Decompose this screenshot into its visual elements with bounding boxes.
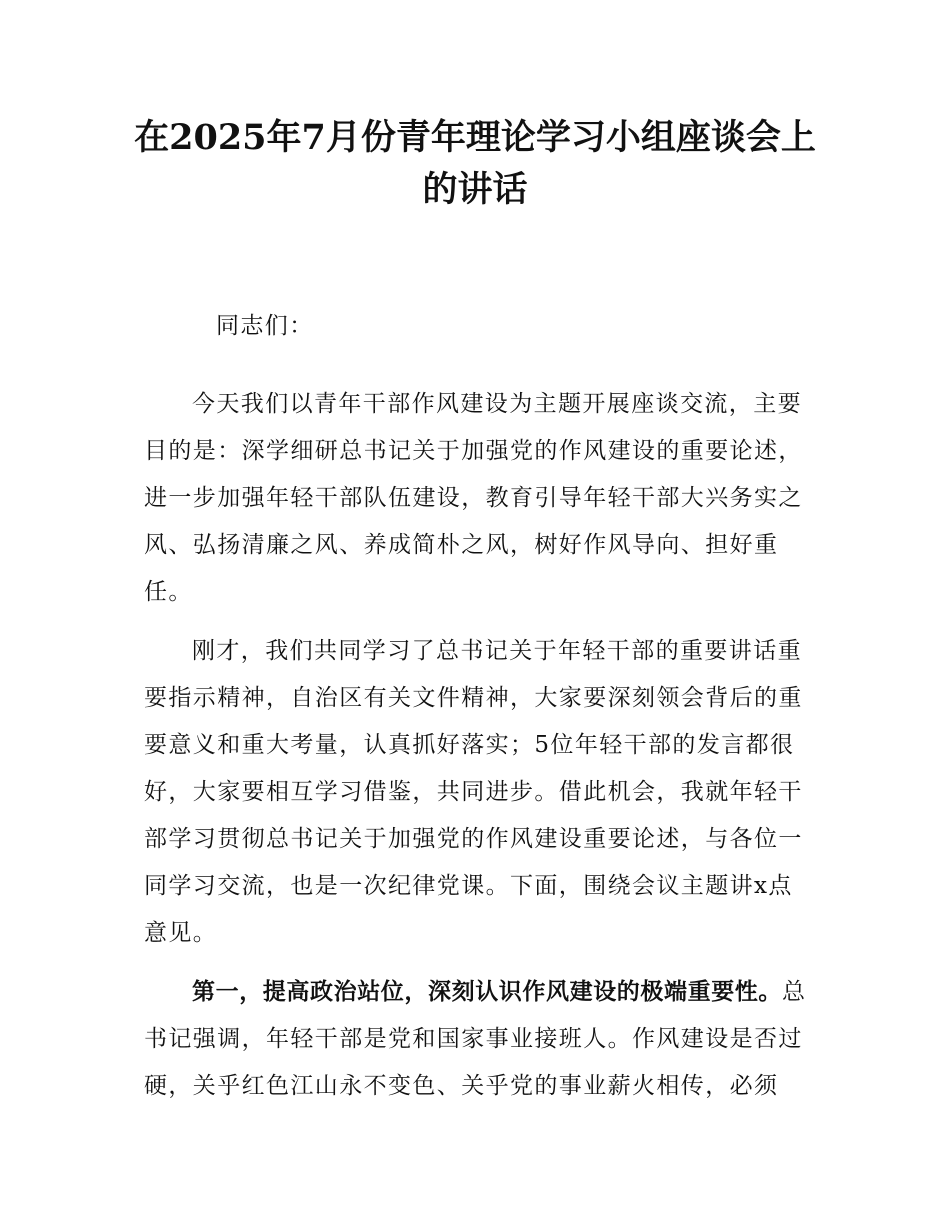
document-title: 在2025年7月份青年理论学习小组座谈会上的讲话	[134, 117, 816, 210]
paragraph-opening	[144, 381, 812, 616]
paragraph-text: 今天我们以青年干部作风建设为主题开展座谈交流，主要目的是：深学细研总书记关于加强党的作风建设的重要论述，进一步加强年轻干部队伍建设，教育引导年轻干部大兴务实之风、弘扬清廉之风、养成简朴之风，树好作风导向、担好重任。	[144, 391, 803, 605]
document-body	[144, 303, 812, 1122]
paragraph-point-one	[144, 969, 812, 1110]
paragraph-text: 总书记强调，年轻干部是党和国家事业接班人。作风建设是否过硬，关乎红色江山永不变色、关乎党的事业薪火相传，必须	[144, 979, 807, 1099]
paragraph-text: 刚才，我们共同学习了总书记关于年轻干部的重要讲话重要指示精神，自治区有关文件精神，大家要深刻领会背后的重要意义和重大考量，认真抓好落实；5位年轻干部的发言都很好，大家要相互学习借鉴，共同进步。借此机会，我就年轻干部学习贯彻总书记关于加强党的作风建设重要论述，与各位一同学习交流，也是一次纪律党课。下面，围绕会议主题讲x点意见。	[144, 638, 803, 946]
salutation: 同志们：	[216, 313, 314, 339]
paragraph-review	[144, 628, 812, 957]
section-heading: 第一，提高政治站位，深刻认识作风建设的极端重要性。	[192, 979, 782, 1005]
